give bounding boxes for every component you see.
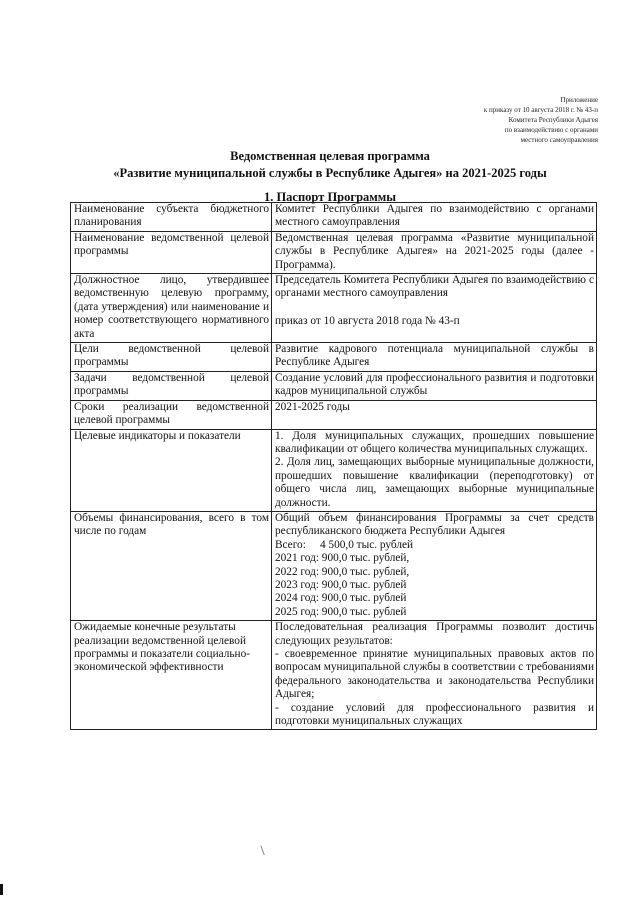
row-value: [272, 274, 597, 343]
title-line-2: «Развитие муниципальной службы в Республике Адыгея» на 2021-2025 годы: [113, 166, 547, 180]
row-value: Комитет Республики Адыгея по взаимодействию с органами местного самоуправления: [272, 203, 597, 232]
annex-line-4: по взаимодействию с органами: [504, 126, 598, 134]
funding-year: 2021 год: 900,0 тыс. рублей,: [275, 552, 410, 565]
result-item: - создание условий для профессионального развития и подготовки муниципальных служащих: [275, 701, 594, 728]
passport-table: [70, 202, 597, 730]
funding-year: 2024 год: 900,0 тыс. рублей: [275, 592, 407, 605]
annex-line-5: местного самоуправления: [520, 136, 598, 144]
funding-year: 2022 год: 900,0 тыс. рублей,: [275, 565, 410, 578]
results-intro: Последовательная реализация Программы позволит достичь следующих результатов:: [275, 621, 594, 647]
approver-name: Председатель Комитета Республики Адыгея по взаимодействию с органами местного самоуправления: [275, 274, 594, 300]
row-label: Целевые индикаторы и показатели: [71, 429, 272, 511]
row-value: [272, 621, 597, 730]
row-value: Развитие кадрового потенциала муниципальной службы в Республике Адыгея: [272, 343, 597, 372]
title-line-1: Ведомственная целевая программа: [230, 149, 430, 163]
funding-intro: Общий объем финансирования Программы за счет средств республиканского бюджета Республики Адыгея: [275, 511, 594, 538]
row-value: 2021-2025 годы: [272, 400, 597, 429]
table-row: [71, 621, 597, 730]
table-row: [71, 231, 597, 273]
funding-year: 2023 год: 900,0 тыс. рублей: [275, 578, 407, 591]
scan-mark: [260, 845, 266, 855]
row-value: [272, 429, 597, 511]
result-item: - своевременное принятие муниципальных правовых актов по вопросам муниципальной службы в соответствии с требованиями федерального законодательства и законодательства Республики Адыгея;: [275, 648, 594, 701]
annex-line-1: Приложение: [560, 96, 598, 104]
table-row: [71, 400, 597, 429]
row-label: Наименование ведомственной целевой программы: [71, 231, 272, 273]
row-label: Объемы финансирования, всего в том числе по годам: [71, 511, 272, 620]
approval-order: приказ от 10 августа 2018 года № 43-п: [275, 314, 460, 327]
row-label: Наименование субъекта бюджетного планирования: [71, 203, 272, 232]
indicator-item: 1. Доля муниципальных служащих, прошедших повышение квалификации от общего количества муниципальных служащих.: [275, 429, 594, 455]
annex-block: [368, 95, 598, 145]
table-row: [71, 343, 597, 372]
row-label: Должностное лицо, утвердившее ведомственную целевую программу, (дата утверждения) или наименование и номер соответствующего нормативного акта: [71, 274, 272, 343]
table-row: [71, 203, 597, 232]
scan-edge-mark: [0, 884, 3, 895]
row-label: Сроки реализации ведомственной целевой программы: [71, 400, 272, 429]
table-row: [71, 274, 597, 343]
annex-line-3: Комитета Республики Адыгея: [508, 116, 598, 124]
row-label: Задачи ведомственной целевой программы: [71, 371, 272, 400]
section-title: 1. Паспорт Программы: [263, 190, 397, 204]
table-row: [71, 371, 597, 400]
annex-line-2: к приказу от 10 августа 2018 г. № 43-п: [483, 106, 598, 114]
table-row: [71, 511, 597, 620]
row-value: [272, 511, 597, 620]
row-label: Ожидаемые конечные результаты реализации ведомственной целевой программы и показатели социально-экономической эффективности: [71, 621, 272, 730]
indicator-item: 2. Доля лиц, замещающих выборные муниципальные должности, прошедших повышение квалификации (переподготовку) от общего числа лиц, замещающих выборные муниципальные должности.: [275, 456, 594, 509]
row-label: Цели ведомственной целевой программы: [71, 343, 272, 372]
funding-year: 2025 год: 900,0 тыс. рублей: [275, 605, 407, 618]
funding-total: Всего: 4 500,0 тыс. рублей: [275, 538, 414, 551]
document-title: [60, 148, 600, 182]
row-value: Ведомственная целевая программа «Развитие муниципальной службы в Республике Адыгея» на 2021-2025 годы (далее - Программа).: [272, 231, 597, 273]
row-value: Создание условий для профессионального развития и подготовки кадров муниципальной службы: [272, 371, 597, 400]
table-row: [71, 429, 597, 511]
